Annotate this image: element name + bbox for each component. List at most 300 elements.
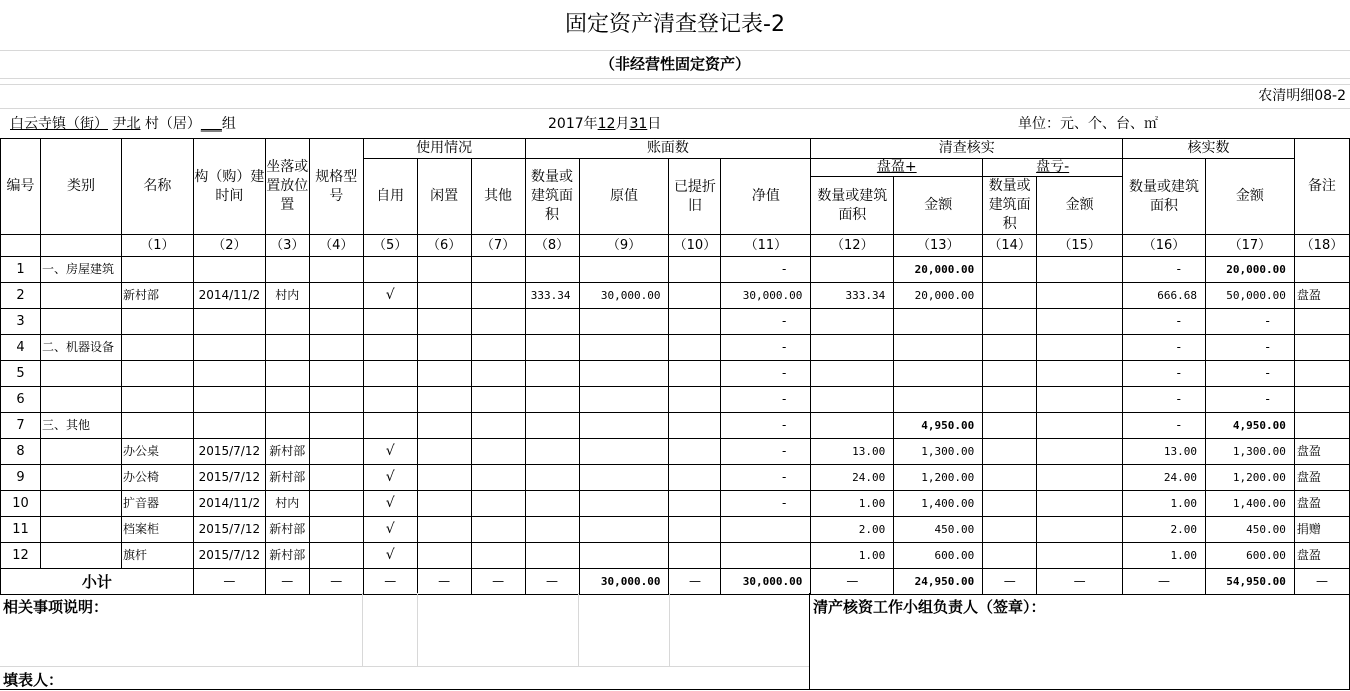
col-usage: 使用情况 xyxy=(363,139,525,159)
cell-loc: 新村部 xyxy=(265,543,309,569)
index-cell: （11） xyxy=(721,235,811,257)
cell-no: 8 xyxy=(1,439,41,465)
col-deficit: 盘亏- xyxy=(983,159,1123,177)
cell-time: 2015/7/12 xyxy=(193,439,265,465)
index-cell: （14） xyxy=(983,235,1037,257)
table-row xyxy=(1,361,1350,387)
cell-loc xyxy=(265,309,309,335)
cell-idle xyxy=(417,413,471,439)
cell-idle xyxy=(417,283,471,309)
location-line xyxy=(10,113,236,133)
cell-net: - xyxy=(721,257,811,283)
cell-time xyxy=(193,387,265,413)
cell-samt xyxy=(894,335,983,361)
cell-self: √ xyxy=(363,517,417,543)
filler-label: 填表人： xyxy=(3,671,64,689)
cell-idle xyxy=(417,465,471,491)
cell-idle xyxy=(417,491,471,517)
cell-no: 11 xyxy=(1,517,41,543)
cell-dep xyxy=(669,309,721,335)
cell-orig xyxy=(579,413,669,439)
cell-vqty: 24.00 xyxy=(1123,465,1206,491)
cell-orig xyxy=(579,517,669,543)
cell-other xyxy=(471,491,525,517)
cell-loc: 新村部 xyxy=(265,517,309,543)
cell-cat xyxy=(40,543,121,569)
group-blank: ___ xyxy=(200,116,222,132)
cell-time xyxy=(193,335,265,361)
col-location: 坐落或置放位置 xyxy=(265,139,309,235)
cell-samt: 600.00 xyxy=(894,543,983,569)
cell-loc xyxy=(265,335,309,361)
index-cell: （9） xyxy=(579,235,669,257)
cell-idle xyxy=(417,517,471,543)
col-verified-amount: 金额 xyxy=(1205,159,1294,235)
cell-no: 5 xyxy=(1,361,41,387)
subtotal-bqty: — xyxy=(525,569,579,595)
index-cell-empty xyxy=(40,235,121,257)
cell-name: 办公桌 xyxy=(121,439,193,465)
col-net: 净值 xyxy=(721,159,811,235)
cell-sqty xyxy=(811,309,894,335)
notes-area xyxy=(0,593,810,690)
cell-other xyxy=(471,413,525,439)
cell-other xyxy=(471,283,525,309)
cell-time xyxy=(193,413,265,439)
cell-other xyxy=(471,257,525,283)
subtotal-samt: 24,950.00 xyxy=(894,569,983,595)
cell-orig: 30,000.00 xyxy=(579,283,669,309)
cell-net: - xyxy=(721,361,811,387)
cell-idle xyxy=(417,439,471,465)
cell-vamt: 1,400.00 xyxy=(1205,491,1294,517)
table-row xyxy=(1,335,1350,361)
cell-bqty xyxy=(525,543,579,569)
cell-loc: 新村部 xyxy=(265,439,309,465)
subtotal-self: — xyxy=(363,569,417,595)
cell-orig xyxy=(579,361,669,387)
grid-faint xyxy=(362,593,418,666)
index-cell: （10） xyxy=(669,235,721,257)
cell-self: √ xyxy=(363,543,417,569)
village-name: 尹北 xyxy=(112,116,141,132)
cell-bqty xyxy=(525,387,579,413)
cell-cat xyxy=(40,309,121,335)
cell-dep xyxy=(669,491,721,517)
cell-time: 2014/11/2 xyxy=(193,491,265,517)
cell-other xyxy=(471,361,525,387)
index-row xyxy=(1,235,1350,257)
cell-vamt: 450.00 xyxy=(1205,517,1294,543)
cell-dep xyxy=(669,465,721,491)
col-idle: 闲置 xyxy=(417,159,471,235)
date-year-label: 年 xyxy=(583,116,598,132)
col-verified-qty: 数量或建筑面积 xyxy=(1123,159,1206,235)
cell-sqty: 13.00 xyxy=(811,439,894,465)
cell-model xyxy=(309,283,363,309)
page-subtitle: （非经营性固定资产） xyxy=(0,50,1350,79)
date-year: 2017 xyxy=(548,116,584,132)
subtotal-time: — xyxy=(193,569,265,595)
subtotal-other: — xyxy=(471,569,525,595)
cell-no: 7 xyxy=(1,413,41,439)
cell-remark: 盘盈 xyxy=(1294,543,1349,569)
cell-damt xyxy=(1037,439,1123,465)
cell-dep xyxy=(669,543,721,569)
col-deficit-amount: 金额 xyxy=(1037,177,1123,235)
index-cell: （17） xyxy=(1205,235,1294,257)
cell-sqty: 1.00 xyxy=(811,491,894,517)
cell-damt xyxy=(1037,491,1123,517)
cell-bqty xyxy=(525,517,579,543)
cell-no: 10 xyxy=(1,491,41,517)
cell-bqty xyxy=(525,491,579,517)
col-no: 编号 xyxy=(1,139,41,235)
cell-name xyxy=(121,309,193,335)
cell-idle xyxy=(417,309,471,335)
notes-label: 相关事项说明： xyxy=(3,598,109,616)
cell-vamt: 1,300.00 xyxy=(1205,439,1294,465)
page-title: 固定资产清查登记表-2 xyxy=(0,0,1350,51)
cell-model xyxy=(309,439,363,465)
cell-sqty xyxy=(811,361,894,387)
cell-vqty: 1.00 xyxy=(1123,491,1206,517)
index-cell: （16） xyxy=(1123,235,1206,257)
cell-net: - xyxy=(721,309,811,335)
cell-time xyxy=(193,309,265,335)
cell-sqty: 24.00 xyxy=(811,465,894,491)
subtotal-row xyxy=(1,569,1350,595)
cell-self: √ xyxy=(363,283,417,309)
cell-other xyxy=(471,439,525,465)
table-row xyxy=(1,413,1350,439)
cell-time xyxy=(193,257,265,283)
subtotal-remark: — xyxy=(1294,569,1349,595)
cell-orig xyxy=(579,335,669,361)
cell-self xyxy=(363,257,417,283)
cell-vqty: - xyxy=(1123,257,1206,283)
subtotal-net: 30,000.00 xyxy=(721,569,811,595)
cell-no: 12 xyxy=(1,543,41,569)
cell-no: 2 xyxy=(1,283,41,309)
responsible-label: 清产核资工作小组负责人（签章）： xyxy=(813,598,1046,616)
table-row xyxy=(1,257,1350,283)
cell-damt xyxy=(1037,543,1123,569)
col-surplus: 盘盈+ xyxy=(811,159,983,177)
cell-damt xyxy=(1037,335,1123,361)
cell-samt: 20,000.00 xyxy=(894,283,983,309)
cell-dqty xyxy=(983,439,1037,465)
cell-samt: 1,300.00 xyxy=(894,439,983,465)
date-day-label: 日 xyxy=(647,116,662,132)
cell-dep xyxy=(669,283,721,309)
cell-self xyxy=(363,335,417,361)
village-suffix: 村（居） xyxy=(144,116,201,132)
cell-self xyxy=(363,387,417,413)
cell-sqty xyxy=(811,335,894,361)
cell-dqty xyxy=(983,257,1037,283)
cell-loc xyxy=(265,257,309,283)
cell-no: 3 xyxy=(1,309,41,335)
cell-dqty xyxy=(983,309,1037,335)
town-name: 白云寺镇（街） xyxy=(10,116,108,132)
cell-samt: 1,400.00 xyxy=(894,491,983,517)
cell-vamt: 20,000.00 xyxy=(1205,257,1294,283)
cell-samt: 4,950.00 xyxy=(894,413,983,439)
index-cell-empty xyxy=(1,235,41,257)
cell-damt xyxy=(1037,309,1123,335)
cell-sqty: 2.00 xyxy=(811,517,894,543)
cell-idle xyxy=(417,335,471,361)
table-row xyxy=(1,309,1350,335)
col-depreciation: 已提折旧 xyxy=(669,159,721,235)
index-cell: （13） xyxy=(894,235,983,257)
cell-cat xyxy=(40,361,121,387)
cell-samt xyxy=(894,361,983,387)
cell-orig xyxy=(579,257,669,283)
cell-samt xyxy=(894,309,983,335)
cell-model xyxy=(309,465,363,491)
cell-model xyxy=(309,491,363,517)
cell-time: 2015/7/12 xyxy=(193,543,265,569)
cell-dep xyxy=(669,257,721,283)
cell-vamt: 50,000.00 xyxy=(1205,283,1294,309)
table-row xyxy=(1,491,1350,517)
group-suffix: 组 xyxy=(221,116,236,132)
cell-model xyxy=(309,413,363,439)
col-surplus-qty: 数量或建筑面积 xyxy=(811,177,894,235)
subtotal-dqty: — xyxy=(983,569,1037,595)
index-cell: （8） xyxy=(525,235,579,257)
cell-remark: 盘盈 xyxy=(1294,283,1349,309)
date-month: 12 xyxy=(597,116,616,132)
filler-divider xyxy=(0,666,809,667)
cell-name: 旗杆 xyxy=(121,543,193,569)
cell-remark: 盘盈 xyxy=(1294,439,1349,465)
cell-cat xyxy=(40,387,121,413)
responsible-area xyxy=(810,593,1350,690)
cell-net: - xyxy=(721,465,811,491)
cell-name: 档案柜 xyxy=(121,517,193,543)
cell-bqty xyxy=(525,439,579,465)
subtotal-vqty: — xyxy=(1123,569,1206,595)
index-cell: （4） xyxy=(309,235,363,257)
subtotal-idle: — xyxy=(417,569,471,595)
col-check: 清查核实 xyxy=(811,139,1123,159)
cell-dqty xyxy=(983,361,1037,387)
cell-orig xyxy=(579,543,669,569)
col-other: 其他 xyxy=(471,159,525,235)
cell-loc xyxy=(265,387,309,413)
cell-self: √ xyxy=(363,439,417,465)
cell-model xyxy=(309,361,363,387)
index-cell: （12） xyxy=(811,235,894,257)
cell-name xyxy=(121,387,193,413)
cell-remark xyxy=(1294,309,1349,335)
cell-samt: 450.00 xyxy=(894,517,983,543)
cell-sqty xyxy=(811,413,894,439)
date-month-label: 月 xyxy=(615,116,630,132)
subtotal-vamt: 54,950.00 xyxy=(1205,569,1294,595)
cell-sqty xyxy=(811,257,894,283)
index-cell: （3） xyxy=(265,235,309,257)
cell-bqty xyxy=(525,361,579,387)
col-name: 名称 xyxy=(121,139,193,235)
cell-sqty: 1.00 xyxy=(811,543,894,569)
subtotal-sqty: — xyxy=(811,569,894,595)
cell-orig xyxy=(579,465,669,491)
asset-table xyxy=(0,138,1350,595)
cell-remark: 盘盈 xyxy=(1294,465,1349,491)
cell-no: 1 xyxy=(1,257,41,283)
table-row xyxy=(1,283,1350,309)
cell-dep xyxy=(669,361,721,387)
cell-dep xyxy=(669,517,721,543)
index-cell: （1） xyxy=(121,235,193,257)
cell-no: 4 xyxy=(1,335,41,361)
subtotal-loc: — xyxy=(265,569,309,595)
cell-damt xyxy=(1037,517,1123,543)
cell-orig xyxy=(579,491,669,517)
cell-vamt: - xyxy=(1205,387,1294,413)
index-cell: （7） xyxy=(471,235,525,257)
cell-net: - xyxy=(721,413,811,439)
cell-remark xyxy=(1294,413,1349,439)
cell-vqty: - xyxy=(1123,361,1206,387)
cell-no: 6 xyxy=(1,387,41,413)
table-row xyxy=(1,387,1350,413)
cell-samt xyxy=(894,387,983,413)
grid-faint xyxy=(578,593,670,666)
cell-name: 新村部 xyxy=(121,283,193,309)
cell-damt xyxy=(1037,283,1123,309)
cell-net: 30,000.00 xyxy=(721,283,811,309)
cell-dep xyxy=(669,439,721,465)
date-day: 31 xyxy=(629,116,648,132)
cell-remark xyxy=(1294,361,1349,387)
cell-vamt: - xyxy=(1205,309,1294,335)
cell-loc xyxy=(265,361,309,387)
cell-vqty: 13.00 xyxy=(1123,439,1206,465)
subtotal-orig: 30,000.00 xyxy=(579,569,669,595)
col-surplus-amount: 金额 xyxy=(894,177,983,235)
cell-damt xyxy=(1037,465,1123,491)
cell-self xyxy=(363,413,417,439)
cell-damt xyxy=(1037,387,1123,413)
cell-cat xyxy=(40,439,121,465)
cell-net: - xyxy=(721,439,811,465)
cell-remark xyxy=(1294,257,1349,283)
cell-remark: 盘盈 xyxy=(1294,491,1349,517)
cell-model xyxy=(309,335,363,361)
cell-vamt: 1,200.00 xyxy=(1205,465,1294,491)
cell-loc: 新村部 xyxy=(265,465,309,491)
cell-name: 办公椅 xyxy=(121,465,193,491)
cell-name xyxy=(121,257,193,283)
subtotal-model: — xyxy=(309,569,363,595)
cell-self: √ xyxy=(363,491,417,517)
cell-cat xyxy=(40,465,121,491)
cell-other xyxy=(471,309,525,335)
table-row xyxy=(1,543,1350,569)
cell-loc: 村内 xyxy=(265,283,309,309)
index-cell: （6） xyxy=(417,235,471,257)
cell-bqty xyxy=(525,465,579,491)
cell-cat: 三、其他 xyxy=(40,413,121,439)
cell-model xyxy=(309,517,363,543)
cell-other xyxy=(471,465,525,491)
cell-time: 2015/7/12 xyxy=(193,465,265,491)
col-model: 规格型号 xyxy=(309,139,363,235)
cell-idle xyxy=(417,257,471,283)
cell-bqty xyxy=(525,309,579,335)
col-self-use: 自用 xyxy=(363,159,417,235)
cell-damt xyxy=(1037,413,1123,439)
cell-self: √ xyxy=(363,465,417,491)
cell-other xyxy=(471,517,525,543)
cell-vqty: - xyxy=(1123,335,1206,361)
cell-other xyxy=(471,335,525,361)
cell-vqty: 1.00 xyxy=(1123,543,1206,569)
cell-time: 2015/7/12 xyxy=(193,517,265,543)
cell-vqty: 666.68 xyxy=(1123,283,1206,309)
cell-dep xyxy=(669,387,721,413)
cell-samt: 1,200.00 xyxy=(894,465,983,491)
cell-vqty: - xyxy=(1123,413,1206,439)
cell-idle xyxy=(417,387,471,413)
cell-cat: 二、机器设备 xyxy=(40,335,121,361)
cell-name xyxy=(121,413,193,439)
unit-label: 单位：元、个、台、㎡ xyxy=(1018,116,1158,132)
cell-sqty xyxy=(811,387,894,413)
cell-net xyxy=(721,517,811,543)
cell-other xyxy=(471,387,525,413)
cell-idle xyxy=(417,361,471,387)
cell-damt xyxy=(1037,361,1123,387)
cell-dep xyxy=(669,335,721,361)
cell-vqty: 2.00 xyxy=(1123,517,1206,543)
col-book: 账面数 xyxy=(525,139,811,159)
cell-name xyxy=(121,361,193,387)
cell-dqty xyxy=(983,543,1037,569)
table-row xyxy=(1,517,1350,543)
cell-orig xyxy=(579,387,669,413)
col-original: 原值 xyxy=(579,159,669,235)
index-cell: （15） xyxy=(1037,235,1123,257)
subtotal-dep: — xyxy=(669,569,721,595)
cell-remark xyxy=(1294,335,1349,361)
cell-time: 2014/11/2 xyxy=(193,283,265,309)
cell-net: - xyxy=(721,335,811,361)
index-cell: （5） xyxy=(363,235,417,257)
cell-cat xyxy=(40,491,121,517)
cell-cat xyxy=(40,283,121,309)
cell-dep xyxy=(669,413,721,439)
cell-loc: 村内 xyxy=(265,491,309,517)
cell-dqty xyxy=(983,283,1037,309)
cell-vamt: 4,950.00 xyxy=(1205,413,1294,439)
cell-net: - xyxy=(721,387,811,413)
cell-remark: 捐赠 xyxy=(1294,517,1349,543)
cell-vqty: - xyxy=(1123,387,1206,413)
table-row xyxy=(1,439,1350,465)
cell-self xyxy=(363,361,417,387)
cell-dqty xyxy=(983,413,1037,439)
col-verified: 核实数 xyxy=(1123,139,1295,159)
col-category: 类别 xyxy=(40,139,121,235)
subtotal-damt: — xyxy=(1037,569,1123,595)
cell-model xyxy=(309,309,363,335)
